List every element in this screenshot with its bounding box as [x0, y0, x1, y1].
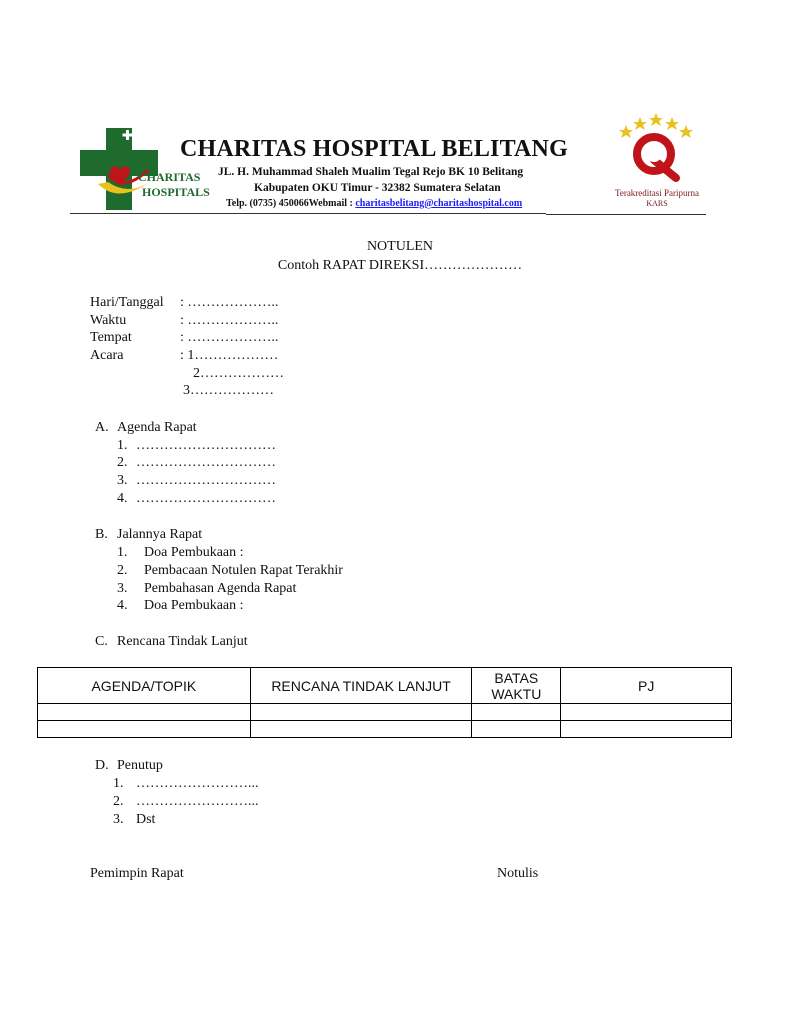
address-line2: Kabupaten OKU Timur - 32382 Sumatera Selatan	[254, 182, 501, 194]
acara-value-3: 3………………	[183, 383, 274, 398]
section-c-letter: C.	[95, 634, 108, 649]
section-d-letter: D.	[95, 758, 109, 773]
section-b-letter: B.	[95, 527, 108, 542]
meeting-step-text: Doa Pembukaan :	[144, 545, 244, 560]
meeting-step-text: Pembahasan Agenda Rapat	[144, 581, 297, 596]
contact-prefix: Telp. (0735) 450066Webmail :	[226, 198, 356, 209]
hari-value: : ………………..	[180, 295, 279, 310]
address-line1: JL. H. Muhammad Shaleh Mualim Tegal Rejo BK 10 Belitang	[218, 166, 524, 178]
col-header-agenda: AGENDA/TOPIK	[38, 668, 251, 704]
hospital-name: CHARITAS HOSPITAL BELITANG	[180, 136, 568, 162]
col-header-batas-waktu: BATAS WAKTU	[472, 668, 561, 704]
header-divider	[70, 213, 546, 214]
logo-right-text2: KARS	[646, 199, 668, 208]
meeting-step-text: Doa Pembukaan :	[144, 598, 244, 613]
document-subtitle: Contoh RAPAT DIREKSI…………………	[277, 258, 523, 273]
meeting-step-num: 2.	[117, 563, 128, 578]
agenda-item-text: …………………………	[136, 473, 276, 488]
meeting-step-text: Pembacaan Notulen Rapat Terakhir	[144, 563, 343, 578]
logo-left-text2: HOSPITALS	[142, 185, 210, 199]
closing-item-num: 3.	[113, 812, 124, 827]
document-title: NOTULEN	[366, 239, 434, 254]
col-header-rencana: RENCANA TINDAK LANJUT	[250, 668, 472, 704]
table-cell[interactable]	[561, 704, 732, 721]
table-header-row	[38, 668, 732, 704]
table-cell[interactable]	[250, 721, 472, 738]
contact-line	[226, 198, 522, 209]
email-link[interactable]: charitasbelitang@charitashospital.com	[355, 198, 523, 209]
table-cell[interactable]	[38, 721, 251, 738]
table-cell[interactable]	[38, 704, 251, 721]
section-b-heading: Jalannya Rapat	[117, 527, 203, 542]
section-a-letter: A.	[95, 420, 109, 435]
section-c-heading: Rencana Tindak Lanjut	[117, 634, 248, 649]
follow-up-table	[37, 667, 732, 738]
agenda-item-num: 2.	[117, 455, 128, 470]
closing-item-text: Dst	[136, 812, 156, 827]
table-cell[interactable]	[250, 704, 472, 721]
closing-item-num: 2.	[113, 794, 124, 809]
meeting-step-num: 1.	[117, 545, 128, 560]
closing-item-num: 1.	[113, 776, 124, 791]
agenda-item-text: …………………………	[136, 491, 276, 506]
tempat-value: : ………………..	[180, 330, 279, 345]
signature-note-taker: Notulis	[497, 866, 539, 881]
agenda-item-num: 1.	[117, 438, 128, 453]
acara-value-2: 2………………	[193, 366, 284, 381]
header-divider-right	[546, 214, 706, 215]
closing-item-text: ……………………...	[136, 776, 259, 791]
meeting-step-num: 4.	[117, 598, 128, 613]
table-row	[38, 704, 732, 721]
table-cell[interactable]	[472, 704, 561, 721]
acara-value-1: : 1………………	[180, 348, 279, 363]
agenda-item-num: 3.	[117, 473, 128, 488]
logo-right-text1: Terakreditasi Paripurna	[614, 188, 700, 198]
signature-meeting-leader: Pemimpin Rapat	[90, 866, 184, 881]
section-a-heading: Agenda Rapat	[117, 420, 197, 435]
table-cell[interactable]	[561, 721, 732, 738]
kars-accreditation-logo	[598, 108, 716, 208]
acara-label: Acara	[90, 348, 124, 363]
waktu-value: : ………………..	[180, 313, 279, 328]
waktu-label: Waktu	[90, 313, 127, 328]
agenda-item-num: 4.	[117, 491, 128, 506]
logo-left-text1: CHARITAS	[138, 170, 201, 184]
hari-label: Hari/Tanggal	[90, 295, 164, 310]
section-d-heading: Penutup	[117, 758, 163, 773]
col-header-pj: PJ	[561, 668, 732, 704]
agenda-item-text: …………………………	[136, 455, 276, 470]
closing-item-text: ……………………...	[136, 794, 259, 809]
table-cell[interactable]	[472, 721, 561, 738]
agenda-item-text: …………………………	[136, 438, 276, 453]
tempat-label: Tempat	[90, 330, 132, 345]
table-row	[38, 721, 732, 738]
meeting-step-num: 3.	[117, 581, 128, 596]
